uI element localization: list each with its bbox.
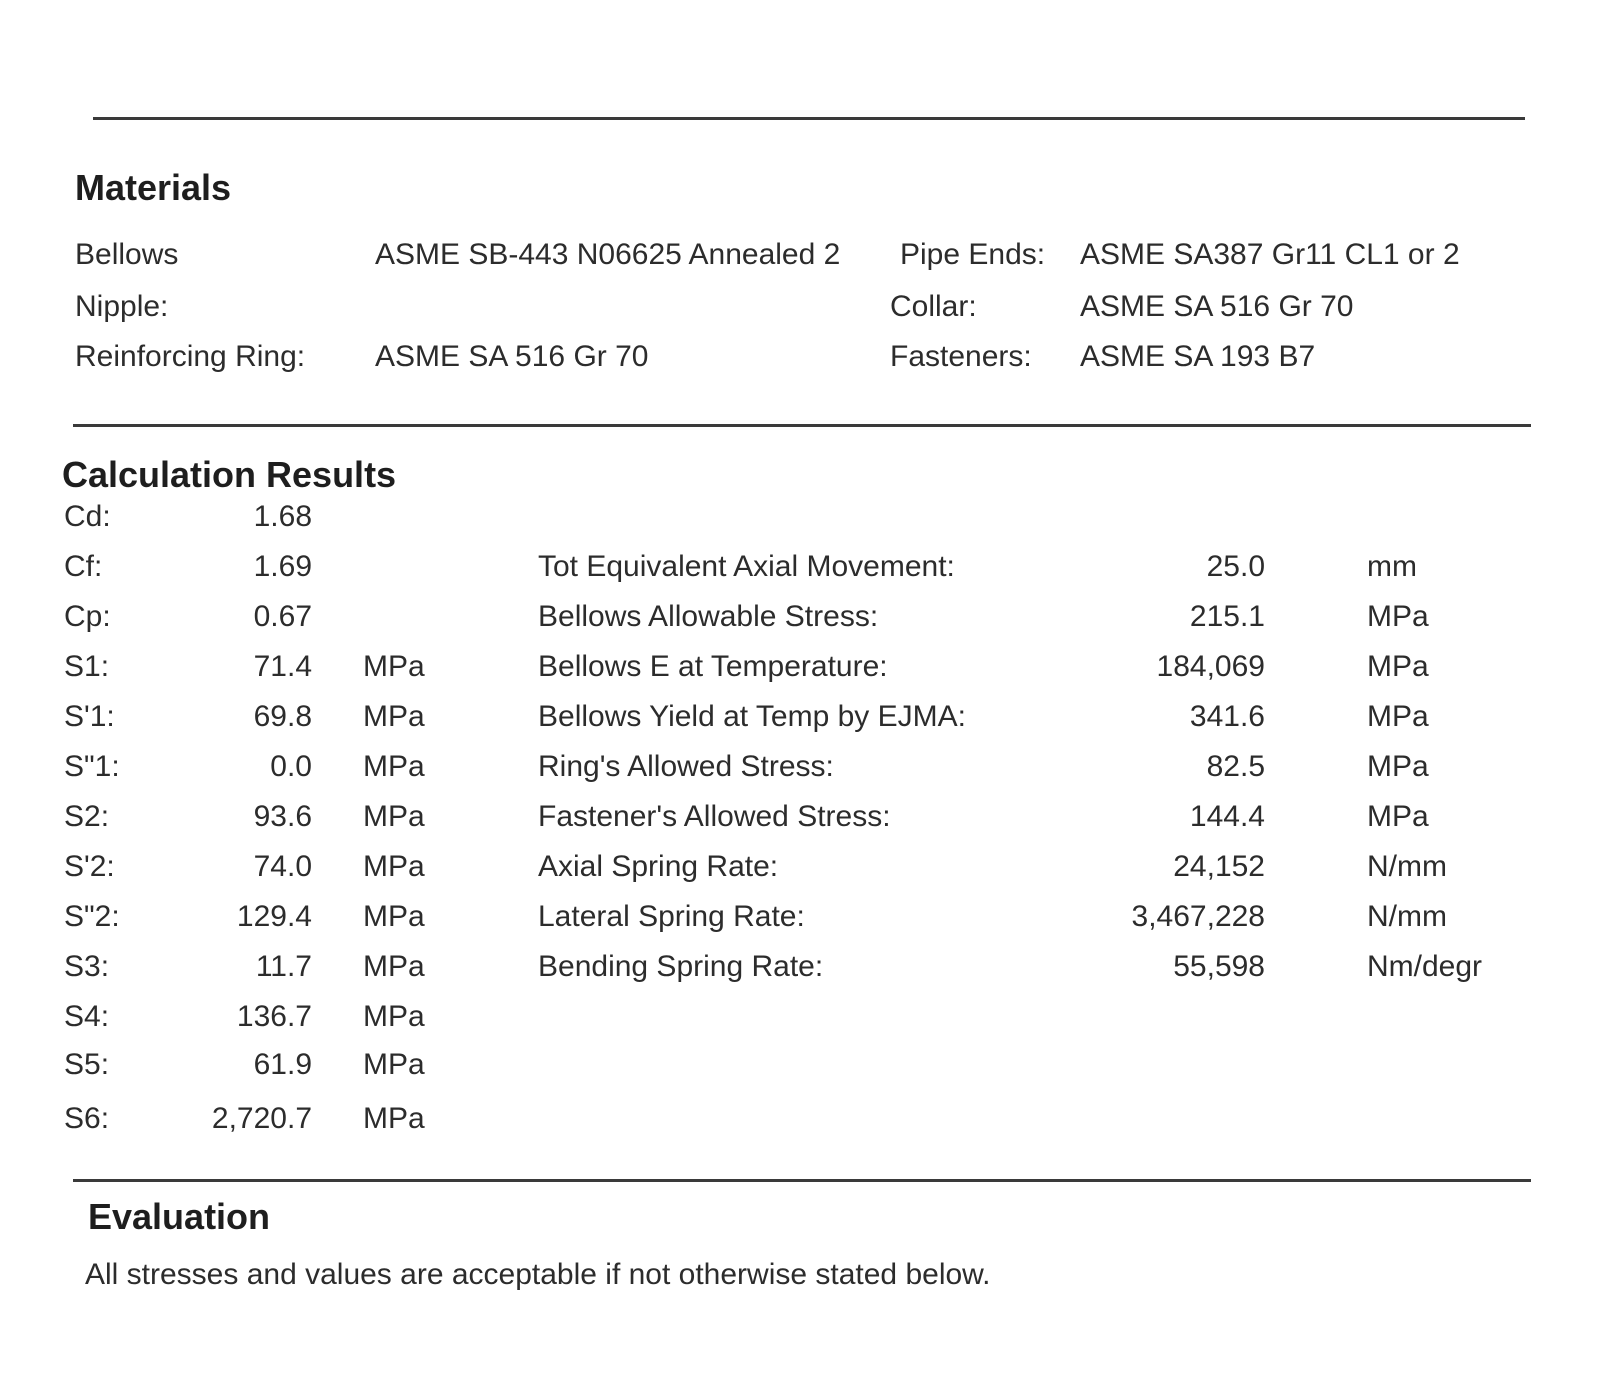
calc-value: 144.4 [1189,800,1265,833]
calc-label: Bending Spring Rate: [538,950,824,983]
collar-label: Collar: [890,290,977,323]
pipe-ends-label: Pipe Ends: [900,238,1046,271]
calc-value: 0.0 [270,750,312,783]
calc-unit: MPa [1367,650,1429,683]
top-divider [93,117,1525,120]
bellows-value: ASME SB-443 N06625 Annealed 2 [375,238,841,271]
calc-unit: MPa [363,750,425,783]
calc-label: Tot Equivalent Axial Movement: [538,550,955,583]
calc-value: 55,598 [1173,950,1265,983]
calc-value: 1.69 [253,550,312,583]
calc-label: Bellows Yield at Temp by EJMA: [538,700,966,733]
nipple-label: Nipple: [75,290,169,323]
calc-value: 93.6 [253,800,312,833]
calc-value: 136.7 [236,1000,312,1033]
calc-value: 82.5 [1206,750,1265,783]
calc-unit: Nm/degr [1367,950,1483,983]
calc-unit: MPa [1367,750,1429,783]
calc-label: Lateral Spring Rate: [538,900,805,933]
calc-label: S4: [64,1000,110,1033]
calc-label: S5: [64,1048,110,1081]
calc-value: 25.0 [1206,550,1265,583]
calc-value: 341.6 [1189,700,1265,733]
calc-label: S'2: [64,850,115,883]
calc-value: 71.4 [253,650,312,683]
pipe-ends-value: ASME SA387 Gr11 CL1 or 2 [1080,238,1460,271]
calc-divider [73,1179,1531,1182]
bellows-label: Bellows [75,238,179,271]
calc-label: S"1: [64,750,120,783]
materials-divider [73,424,1531,427]
reinforcing-ring-label: Reinforcing Ring: [75,340,306,373]
calc-value: 184,069 [1156,650,1265,683]
calc-label: S6: [64,1102,110,1135]
evaluation-heading: Evaluation [88,1196,271,1237]
calc-label: Ring's Allowed Stress: [538,750,834,783]
materials-heading: Materials [75,167,232,208]
calc-label: S1: [64,650,110,683]
calc-value: 129.4 [236,900,312,933]
calc-unit: MPa [1367,700,1429,733]
calc-label: Cf: [64,550,103,583]
calc-value: 61.9 [253,1048,312,1081]
calc-unit: mm [1367,550,1417,583]
calc-label: S3: [64,950,110,983]
fasteners-label: Fasteners: [890,340,1032,373]
calc-unit: MPa [363,950,425,983]
calc-value: 24,152 [1173,850,1265,883]
collar-value: ASME SA 516 Gr 70 [1080,290,1354,323]
calc-label: Cd: [64,500,111,533]
calc-value: 0.67 [253,600,312,633]
calc-value: 74.0 [253,850,312,883]
calc-label: Bellows Allowable Stress: [538,600,879,633]
calc-unit: MPa [363,800,425,833]
calc-label: S2: [64,800,110,833]
fasteners-value: ASME SA 193 B7 [1080,340,1316,373]
calculation-results-heading: Calculation Results [62,454,397,495]
reinforcing-ring-value: ASME SA 516 Gr 70 [375,340,649,373]
calc-unit: MPa [1367,800,1429,833]
calc-unit: N/mm [1367,850,1447,883]
calc-value: 11.7 [255,950,312,983]
calc-label: Fastener's Allowed Stress: [538,800,891,833]
calc-label: S"2: [64,900,120,933]
calc-label: Axial Spring Rate: [538,850,779,883]
calc-label: S'1: [64,700,115,733]
calc-unit: MPa [363,1048,425,1081]
calc-label: Bellows E at Temperature: [538,650,888,683]
calc-value: 215.1 [1189,600,1265,633]
calc-value: 3,467,228 [1131,900,1265,933]
calc-unit: MPa [363,1102,425,1135]
calc-value: 2,720.7 [211,1102,312,1135]
calc-unit: MPa [363,900,425,933]
calc-unit: MPa [363,850,425,883]
calc-unit: MPa [1367,600,1429,633]
calc-value: 69.8 [253,700,312,733]
calc-label: Cp: [64,600,111,633]
calc-unit: N/mm [1367,900,1447,933]
calc-unit: MPa [363,650,425,683]
calc-unit: MPa [363,700,425,733]
evaluation-text: All stresses and values are acceptable if not otherwise stated below. [85,1258,991,1291]
calc-value: 1.68 [253,500,312,533]
calc-unit: MPa [363,1000,425,1033]
